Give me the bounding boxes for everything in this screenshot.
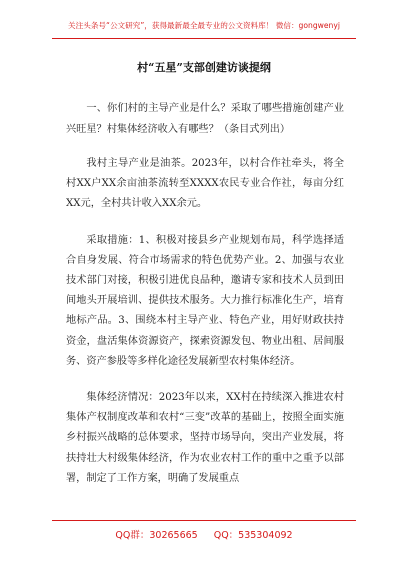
header-banner: 关注头条号“公文研究”，获得最新最全最专业的公文资料库！ 微信：gongwenyj [68,21,340,30]
collective-economy-paragraph: 集体经济情况：2023年以来，XX村在持续深入推进农村集体产权制度改革和农村“三变”改革的基础上，按照全面实施乡村振兴战略的总体要求，坚持市场导向，突出产业发展，将扶持壮大村级集体经济，作为农业农村工作的重中之重予以部署，制定了工作方案，明确了发展重点 [66,392,344,484]
measures-paragraph: 采取措施：1、积极对接县乡产业规划布局，科学选择适合自身发展、符合市场需求的特色优势产业。2、加强与农业技术部门对接，积极引进优良品种，邀请专家和技术人员到田间地头开展培训、提供技术服务。大力推行标准化生产，培育地标产品。3、围绕本村主导产业、特色产业，用好财政扶持资金，盘活集体资源资产，探索资源发包、物业出租、居间服务、资产参股等多样化途径发展新型农村集体经济。 [66,234,344,367]
document-title: 村“五星”支部创建访谈提纲 [137,61,271,74]
qq-group-number: QQ群：30265665 [115,530,198,541]
qq-number: QQ：535304092 [213,530,293,541]
footer-divider [52,520,356,521]
question-paragraph: 一、你们村的主导产业是什么？采取了哪些措施创建产业兴旺星？村集体经济收入有哪些？（条目式列出） [66,103,344,135]
header-divider [52,38,356,39]
industry-paragraph: 我村主导产业是油茶。2023年，以村合作社牵头，将全村XX户XX余亩油茶流转至XXXX农民专业合作社，每亩分红XX元，全村共计收入XX余元。 [66,158,344,210]
document-body [66,98,344,505]
footer-contact [0,530,408,542]
